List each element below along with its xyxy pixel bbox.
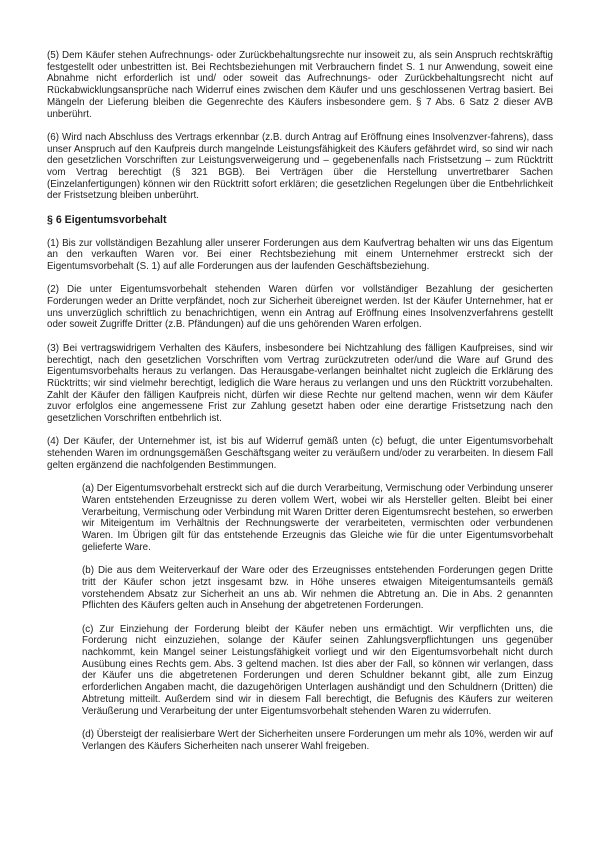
document-content — [47, 50, 553, 752]
subparagraph-d: (d) Übersteigt der realisierbare Wert der Sicherheiten unsere Forderungen um mehr als 10%, werden wir auf Verlangen des Käufers Sicherheiten nach unserer Wahl freigeben. — [82, 728, 553, 752]
subparagraph-b: (b) Die aus dem Weiterverkauf der Ware oder des Erzeugnisses entstehenden Forderungen gegen Dritte tritt der Käufer schon jetzt insgesamt bzw. in Höhe unseres etwaigen Miteigentumsanteils gemäß vorstehendem Absatz zur Sicherheit an uns ab. Wir nehmen die Abtretung an. Die in Abs. 2 genannten Pflichten des Käufers gelten auch in Ansehung der abgetretenen Forderungen. — [82, 565, 553, 612]
paragraph-2: (2) Die unter Eigentumsvorbehalt stehenden Waren dürfen vor vollständiger Bezahlung der gesicherten Forderungen weder an Dritte verpfändet, noch zur Sicherheit übereignet werden. Ist der Käufer Unternehmer, hat er uns unverzüglich schriftlich zu benachrichtigen, wenn ein Antrag auf Eröffnung eines Insolvenzverfahrens gestellt oder soweit Zugriffe Dritter (z.B. Pfändungen) auf die uns gehörenden Waren erfolgen. — [47, 284, 553, 331]
paragraph-5: (5) Dem Käufer stehen Aufrechnungs- oder Zurückbehaltungsrechte nur insoweit zu, als sein Anspruch rechtskräftig festgestellt oder unbestritten ist. Bei Rechtsbeziehungen mit Verbrauchern findet S. 1 nur Anwendung, soweit eine Abnahme nicht erforderlich ist und/ oder soweit das Aufrechnungs- oder Zurückbehaltungsrecht nicht auf Rückabwicklungsansprüche nach Widerruf eines zwischen dem Käufer und uns geschlossenen Vertrag basiert. Bei Mängeln der Lieferung bleiben die Gegenrechte des Käufers insbesondere gem. § 7 Abs. 6 Satz 2 dieser AVB unberührt. — [47, 50, 553, 120]
section-heading: § 6 Eigentumsvorbehalt — [47, 213, 167, 226]
paragraph-3: (3) Bei vertragswidrigem Verhalten des Käufers, insbesondere bei Nichtzahlung des fälligen Kaufpreises, sind wir berechtigt, nach den gesetzlichen Vorschriften vom Vertrag zurückzutreten oder/und die Ware auf Grund des Eigentumsvorbehalts heraus zu verlangen. Das Herausgabe-verlangen beinhaltet nicht zugleich die Erklärung des Rücktritts; wir sind vielmehr berechtigt, lediglich die Ware heraus zu verlangen und uns den Rücktritt vorzubehalten. Zahlt der Käufer den fälligen Kaufpreis nicht, dürfen wir diese Rechte nur geltend machen, wenn wir dem Käufer zuvor erfolglos eine angemessene Frist zur Zahlung gesetzt haben oder eine derartige Fristsetzung nach den gesetzlichen Vorschriften entbehrlich ist. — [47, 342, 553, 425]
paragraph-4: (4) Der Käufer, der Unternehmer ist, ist bis auf Widerruf gemäß unten (c) befugt, die unter Eigentumsvorbehalt stehenden Waren im ordnungsgemäßen Geschäftsgang weiter zu veräußern und/oder zu verarbeiten. In diesem Fall gelten ergänzend die nachfolgenden Bestimmungen. — [47, 436, 553, 471]
paragraph-1: (1) Bis zur vollständigen Bezahlung aller unserer Forderungen aus dem Kaufvertrag behalten wir uns das Eigentum an den verkauften Waren vor. Bei einer Rechtsbeziehung mit einem Unternehmer erstreckt sich der Eigentumsvorbehalt (S. 1) auf alle Forderungen aus der laufenden Geschäftsbeziehung. — [47, 237, 553, 272]
subparagraph-c: (c) Zur Einziehung der Forderung bleibt der Käufer neben uns ermächtigt. Wir verpflichten uns, die Forderung nicht einzuziehen, solange der Käufer seinen Zahlungsverpflichtungen uns gegenüber nachkommt, kein Mangel seiner Leistungsfähigkeit vorliegt und wir den Eigentumsvorbehalt nicht durch Ausübung eines Rechts gem. Abs. 3 geltend machen. Ist dies aber der Fall, so können wir verlangen, dass der Käufer uns die abgetretenen Forderungen und deren Schuldner bekannt gibt, alle zum Einzug erforderlichen Angaben macht, die dazugehörigen Unterlagen aushändigt und den Schuldnern (Dritten) die Abtretung mitteilt. Außerdem sind wir in diesem Fall berechtigt, die Befugnis des Käufers zur weiteren Veräußerung und Verarbeitung der unter Eigentumsvorbehalt stehenden Waren zu widerrufen. — [82, 623, 553, 717]
subparagraph-a: (a) Der Eigentumsvorbehalt erstreckt sich auf die durch Verarbeitung, Vermischung oder Verbindung unserer Waren entstehenden Erzeugnisse zu deren vollem Wert, wobei wir als Hersteller gelten. Bleibt bei einer Verarbeitung, Vermischung oder Verbindung mit Waren Dritter deren Eigentumsrecht bestehen, so erwerben wir Miteigentum im Verhältnis der Rechnungswerte der verarbeiteten, vermischten oder verbundenen Waren. Im Übrigen gilt für das entstehende Erzeugnis das Gleiche wie für die unter Eigentumsvorbehalt gelieferte Ware. — [82, 483, 553, 553]
paragraph-6: (6) Wird nach Abschluss des Vertrags erkennbar (z.B. durch Antrag auf Eröffnung eines Insolvenzver-fahrens), dass unser Anspruch auf den Kaufpreis durch mangelnde Leistungsfähigkeit des Käufers gefährdet wird, so sind wir nach den gesetzlichen Vorschriften zur Leistungsverweigerung und – gegebenenfalls nach Fristsetzung – zum Rücktritt vom Vertrag berechtigt (§ 321 BGB). Bei Verträgen über die Herstellung unvertretbarer Sachen (Einzelanfertigungen) können wir den Rücktritt sofort erklären; die gesetzlichen Regelungen über die Entbehrlichkeit der Fristsetzung bleiben unberührt. — [47, 131, 553, 202]
